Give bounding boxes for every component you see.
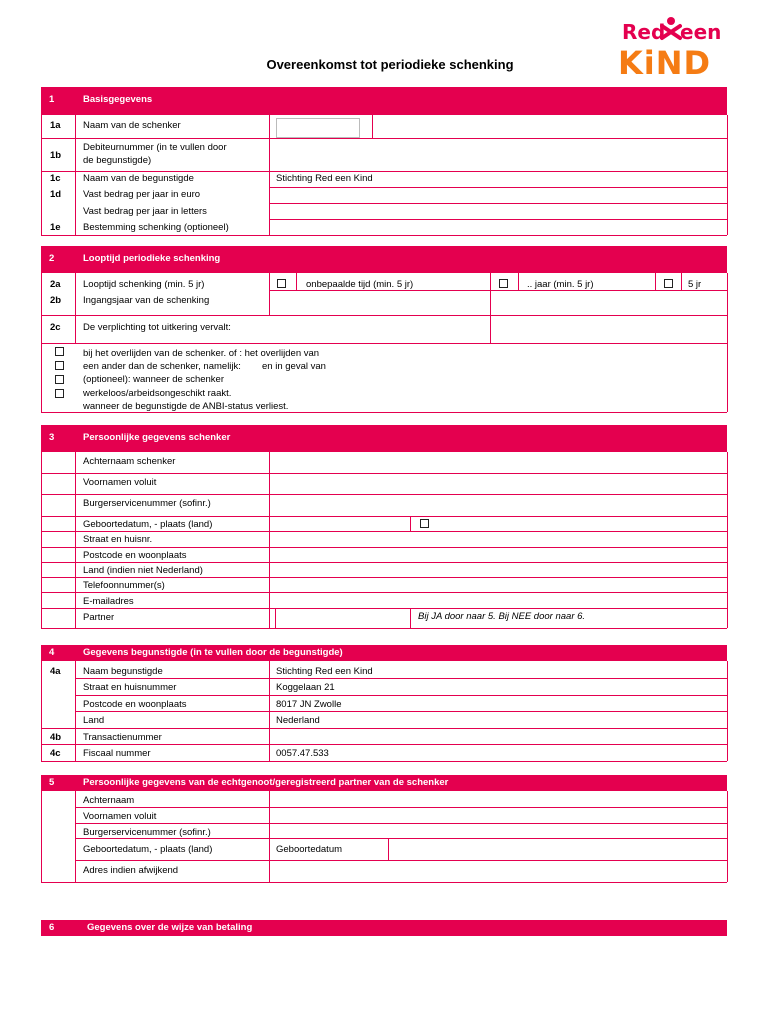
row-number: 1e — [50, 222, 61, 233]
section-number: 5 — [49, 777, 55, 788]
logo-text-red: Red — [622, 20, 666, 44]
section-5-header — [41, 775, 727, 791]
label-beneficiary-country: Land — [83, 715, 105, 726]
checkbox-unlimited[interactable] — [277, 279, 286, 288]
label-partner-address: Adres indien afwijkend — [83, 865, 179, 876]
checkbox-anbi[interactable] — [55, 389, 64, 398]
value-beneficiary-name: Stichting Red een Kind — [276, 666, 373, 677]
name-input-box[interactable] — [276, 118, 360, 138]
label-debtor-number-2: de begunstigde) — [83, 155, 152, 166]
section-1-header — [41, 87, 727, 115]
row-number: 1b — [50, 150, 62, 161]
label-duration: Looptijd schenking (min. 5 jr) — [83, 279, 205, 290]
start-year-field[interactable] — [270, 291, 726, 314]
partner-note: Bij JA door naar 5. Bij NEE door naar 6. — [418, 611, 586, 622]
obligation-text-line: werkeloos/arbeidsongeschikt raakt. — [83, 388, 232, 399]
value-beneficiary-country: Nederland — [276, 715, 320, 726]
logo-figure-icon — [660, 16, 682, 42]
label-transaction-number: Transactienummer — [83, 732, 162, 743]
label-bsn: Burgerservicenummer (sofinr.) — [83, 498, 211, 509]
value-beneficiary-street: Koggelaan 21 — [276, 682, 335, 693]
section-number: 6 — [49, 922, 55, 933]
checkbox-5-years[interactable] — [664, 279, 673, 288]
label-street: Straat en huisnr. — [83, 534, 153, 545]
label-beneficiary: Naam van de begunstigde — [83, 173, 194, 184]
amount-letters-field[interactable] — [270, 204, 726, 218]
logo-text-een: een — [680, 20, 722, 44]
row-number: 4b — [50, 732, 62, 743]
section-number: 4 — [49, 647, 55, 658]
section-number: 2 — [49, 253, 55, 264]
row-number: 2c — [50, 322, 61, 333]
checkbox-death-other[interactable] — [55, 361, 64, 370]
amount-euro-field[interactable] — [270, 188, 726, 202]
label-fiscal-number: Fiscaal nummer — [83, 748, 151, 759]
section-2-header — [41, 246, 727, 273]
section-4-header — [41, 645, 727, 661]
beneficiary-value: Stichting Red een Kind — [276, 173, 373, 184]
checkbox-death-donor[interactable] — [55, 347, 64, 356]
option-years: .. jaar (min. 5 jr) — [527, 279, 594, 290]
label-start-year: Ingangsjaar van de schenking — [83, 295, 210, 306]
label-lastname: Achternaam schenker — [83, 456, 176, 467]
label-partner-birthplace: Geboortedatum, - plaats (land) — [83, 844, 213, 855]
section-6-header — [41, 920, 727, 936]
label-beneficiary-name: Naam begunstigde — [83, 666, 163, 677]
label-partner-birthdate: Geboortedatum — [276, 844, 343, 855]
label-amount-euro: Vast bedrag per jaar in euro — [83, 189, 201, 200]
section-3-header — [41, 425, 727, 452]
section-title: Persoonlijke gegevens schenker — [83, 432, 231, 443]
section-title: Gegevens over de wijze van betaling — [87, 922, 253, 933]
obligation-text-line: bij het overlijden van de schenker. of : het overlijden van — [83, 348, 320, 359]
debtor-number-field[interactable] — [270, 139, 726, 170]
logo-text-kind: KiND — [618, 44, 712, 82]
label-partner-bsn: Burgerservicenummer (sofinr.) — [83, 827, 211, 838]
section-title: Basisgegevens — [83, 94, 153, 105]
label-debtor-number: Debiteurnummer (in te vullen door — [83, 142, 227, 153]
destination-field[interactable] — [270, 220, 726, 234]
row-number: 4a — [50, 666, 61, 677]
label-beneficiary-postcode: Postcode en woonplaats — [83, 699, 187, 710]
label-donor-name: Naam van de schenker — [83, 120, 181, 131]
section-title: Gegevens begunstigde (in te vullen door de begunstigde) — [83, 647, 343, 658]
label-firstnames: Voornamen voluit — [83, 477, 157, 488]
label-partner-lastname: Achternaam — [83, 795, 135, 806]
label-birthdate: Geboortedatum, - plaats (land) — [83, 519, 213, 530]
row-number: 4c — [50, 748, 61, 759]
value-fiscal-number: 0057.47.533 — [276, 748, 329, 759]
label-country: Land (indien niet Nederland) — [83, 565, 203, 576]
checkbox-unemployed[interactable] — [55, 375, 64, 384]
row-number: 1a — [50, 120, 61, 131]
obligation-text-line: (optioneel): wanneer de schenker — [83, 374, 225, 385]
row-number: 2b — [50, 295, 62, 306]
option-5-years: 5 jr — [688, 279, 702, 290]
label-amount-letters: Vast bedrag per jaar in letters — [83, 206, 207, 217]
row-number: 1d — [50, 189, 62, 200]
obligation-text-line: wanneer de begunstigde de ANBI-status verliest. — [83, 401, 289, 412]
section-number: 1 — [49, 94, 55, 105]
label-partner: Partner — [83, 612, 115, 623]
checkbox-years[interactable] — [499, 279, 508, 288]
checkbox-birthplace[interactable] — [420, 519, 429, 528]
label-destination: Bestemming schenking (optioneel) — [83, 222, 229, 233]
document-title: Overeenkomst tot periodieke schenking — [266, 57, 514, 72]
label-partner-firstnames: Voornamen voluit — [83, 811, 157, 822]
value-beneficiary-postcode: 8017 JN Zwolle — [276, 699, 342, 710]
row-number: 1c — [50, 173, 61, 184]
label-email: E-mailadres — [83, 596, 134, 607]
label-phone: Telefoonnummer(s) — [83, 580, 165, 591]
label-beneficiary-street: Straat en huisnummer — [83, 682, 177, 693]
row-number: 2a — [50, 279, 61, 290]
section-title: Persoonlijke gegevens van de echtgenoot/geregistreerd partner van de schenker — [83, 777, 449, 788]
label-obligation-ends: De verplichting tot uitkering vervalt: — [83, 322, 231, 333]
option-unlimited: onbepaalde tijd (min. 5 jr) — [306, 279, 414, 290]
section-title: Looptijd periodieke schenking — [83, 253, 221, 264]
section-number: 3 — [49, 432, 55, 443]
obligation-text-line: een ander dan de schenker, namelijk: en in geval van — [83, 361, 326, 372]
label-postcode: Postcode en woonplaats — [83, 550, 187, 561]
